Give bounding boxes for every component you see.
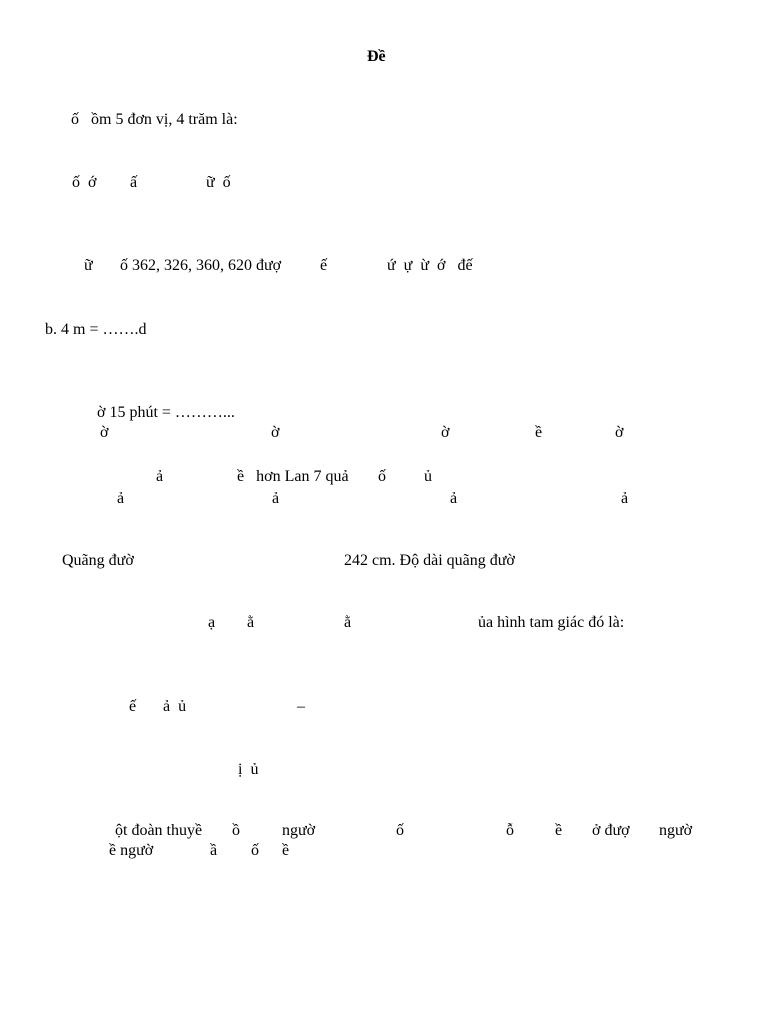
question-6-option: ả bbox=[117, 490, 125, 507]
question-9-fragment: ế bbox=[129, 698, 137, 715]
question-6-option: ả bbox=[272, 490, 280, 507]
question-5-option: ờ bbox=[100, 424, 109, 441]
question-7-fragment: Quãng đườ bbox=[62, 552, 134, 569]
question-9-fragment: – bbox=[297, 698, 305, 715]
question-11-fragment: ố bbox=[396, 822, 404, 839]
question-3-fragment: ế bbox=[320, 257, 328, 274]
question-11-fragment: ngườ bbox=[659, 822, 693, 839]
question-11-fragment: ề ngườ bbox=[109, 842, 154, 859]
question-5-option: ờ bbox=[271, 424, 280, 441]
question-11-fragment: ồ bbox=[232, 822, 240, 839]
question-6-option: ả bbox=[450, 490, 458, 507]
question-6-fragment: ề hơn Lan 7 quả bbox=[237, 468, 349, 485]
question-8-fragment: ằ bbox=[344, 614, 352, 631]
question-6-fragment: ủ bbox=[424, 468, 432, 485]
question-8-fragment: ạ bbox=[208, 614, 216, 631]
question-4b-text: b. 4 m = …….d bbox=[45, 321, 147, 338]
question-2-fragment: ấ bbox=[130, 174, 138, 191]
question-5-option: ờ bbox=[615, 424, 624, 441]
question-7-fragment: 242 cm. Độ dài quãng đườ bbox=[344, 552, 515, 569]
question-6-fragment: ố bbox=[378, 468, 386, 485]
question-5-option: ề bbox=[535, 424, 543, 441]
question-8-fragment: ủa hình tam giác đó là: bbox=[478, 614, 625, 631]
question-2-fragment: ố ớ bbox=[72, 174, 97, 191]
question-11-fragment: ề bbox=[282, 842, 290, 859]
question-11-fragment: ngườ bbox=[282, 822, 316, 839]
question-11-fragment: ở đượ bbox=[592, 822, 630, 839]
question-5-option: ờ bbox=[441, 424, 450, 441]
question-6-option: ả bbox=[621, 490, 629, 507]
question-11-fragment: ố bbox=[251, 842, 259, 859]
question-2-fragment: ữ ố bbox=[206, 174, 231, 191]
question-10-fragment: ị ủ bbox=[238, 761, 259, 778]
question-3-fragment: ố 362, 326, 360, 620 đượ bbox=[120, 257, 282, 274]
question-8-fragment: ằ bbox=[247, 614, 255, 631]
question-3-fragment: ữ bbox=[84, 257, 93, 274]
document-title: Đề bbox=[367, 48, 386, 65]
question-1-text: ố ồm 5 đơn vị, 4 trăm là: bbox=[71, 111, 238, 128]
question-6-fragment: ả bbox=[156, 468, 164, 485]
question-9-fragment: ả ủ bbox=[163, 698, 187, 715]
question-11-fragment: ề bbox=[555, 822, 563, 839]
question-11-fragment: ầ bbox=[210, 842, 218, 859]
question-11-fragment: ột đoàn thuyề bbox=[115, 822, 203, 839]
question-3-fragment: ứ ự ừ ớ đế bbox=[387, 257, 473, 274]
question-11-fragment: ỗ bbox=[506, 822, 514, 839]
question-5-text: ờ 15 phút = ………... bbox=[97, 404, 235, 421]
